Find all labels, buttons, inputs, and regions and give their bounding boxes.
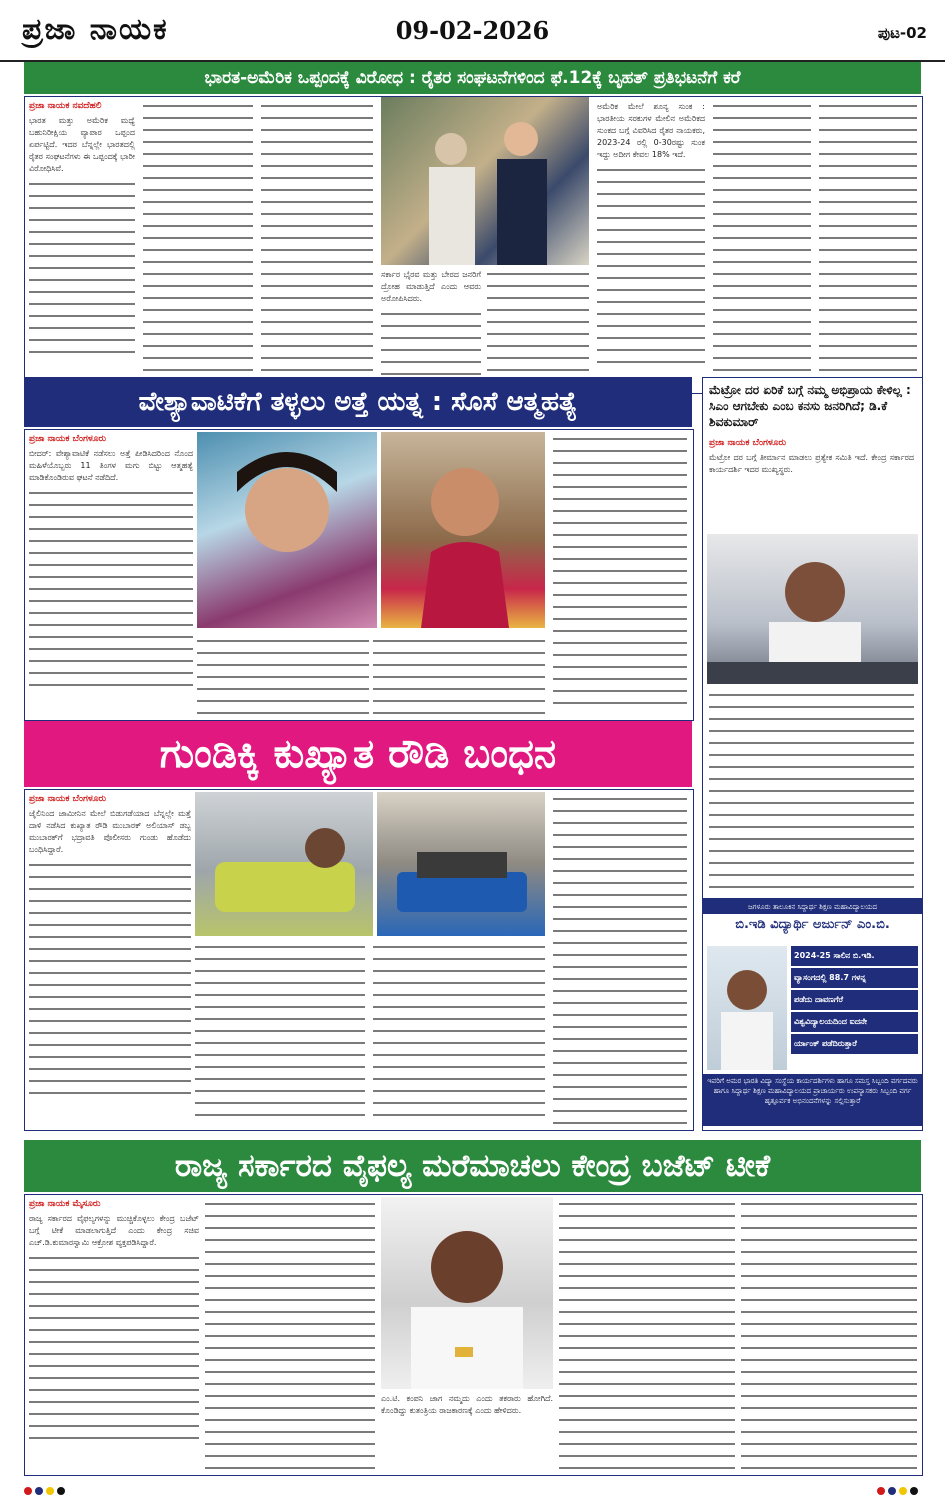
story3-column-3 xyxy=(373,942,545,1124)
story4-photo-minister xyxy=(381,1197,553,1389)
ad-achievement xyxy=(791,946,918,1054)
story4-text-lines xyxy=(741,1199,917,1469)
story1-subhead: ಅಮೆರಿಕ ಮೇಲೆ ಶೂನ್ಯ ಸುಂಕ : ಭಾರತೀಯ ಸರಕುಗಳ ಮೇಲಿನ ಅಮೆರಿಕದ ಸುಂಕದ ಬಗ್ಗೆ ವಿವರಿಸಿದ ರೈತರ ನಾಯಕರು, 2023-24 ರಲ್ಲಿ 0-30ರಷ್ಟು ಸುಂಕ ಇದ್ದು ಅದೀಗ ಕೇವಲ 18% ಇದೆ. xyxy=(597,102,705,159)
sidebar-text xyxy=(709,438,914,528)
story2-photo-woman-1 xyxy=(197,432,377,628)
story2-column-4 xyxy=(553,434,687,714)
story3-headline: ಗುಂಡಿಕ್ಕಿ ಕುಖ್ಯಾತ ರೌಡಿ ಬಂಧನ xyxy=(24,721,692,787)
story2-text-lines xyxy=(197,636,369,714)
story1-column-1 xyxy=(29,101,135,387)
page-number: ಪುಟ-02 xyxy=(877,24,927,42)
story3-photo-figure xyxy=(195,792,373,936)
story4-photo-caption: ಎಂ.ಟಿ. ಕಂಪನಿ ಜಾಗ ನಮ್ಮದು ಎಂದು ತಕರಾರು ಹೋಗಿದೆ. ಕೊಂಡಿದ್ದು ಕುತಂತ್ರಿಯ ರಾಜಕಾರಣಕ್ಕೆ ಎಂದು ಹೇಳಿದರು. xyxy=(381,1394,553,1415)
photo-face xyxy=(305,828,345,868)
paper-title: ಪ್ರಜಾ ನಾಯಕ xyxy=(22,12,169,47)
photo-body xyxy=(429,167,475,265)
story1-text-lines xyxy=(597,165,705,365)
photo-face xyxy=(435,133,467,165)
story4-text-lines xyxy=(205,1199,375,1469)
story1-photo-caption: ಸರ್ಕಾರ ಭೈರವ ಮತ್ತು ಬೇರದ ಜನರಿಗೆ ದ್ರೋಹ ಮಾಡುತ್ತಿದೆ ಎಂದು ಆವರು ಅರೋಪಿಸಿದರು. xyxy=(381,270,481,303)
story3-column-2 xyxy=(195,942,365,1124)
story3-column-1 xyxy=(29,794,191,1124)
story1-text-lines xyxy=(487,269,589,387)
story1-text-lines xyxy=(713,101,811,387)
story1-column-6 xyxy=(713,101,811,387)
story1-box xyxy=(24,96,923,394)
photo-face xyxy=(431,1231,503,1303)
story4-column-1 xyxy=(29,1199,199,1469)
story4-text-lines xyxy=(29,1253,199,1443)
photo-shirt xyxy=(721,1012,773,1070)
story3-box xyxy=(24,789,694,1131)
story1-column-7 xyxy=(819,101,917,387)
photo-body xyxy=(497,159,547,265)
story4-photo-caption-area xyxy=(381,1393,553,1469)
story4-column-4 xyxy=(741,1199,917,1469)
story3-photo-injured-1 xyxy=(195,792,373,936)
sidebar-lead: ಮೆಟ್ರೋ ದರ ಬಗ್ಗೆ ತೀರ್ಮಾನ ಮಾಡಲು ಪ್ರತ್ಯೇಕ ಸಮಿತಿ ಇದೆ. ಕೇಂದ್ರ ಸರ್ಕಾರದ ಕಾರ್ಯದರ್ಶಿ ಇದರ ಮುಖ್ಯಸ್ಥರು. xyxy=(709,453,914,474)
story4-column-3 xyxy=(559,1199,735,1469)
photo-body xyxy=(417,852,507,878)
ad-footer: ಇವರಿಗೆ ಅಮರ ಭಾರತಿ ವಿದ್ಯಾ ಸಂಸ್ಥೆಯ ಕಾರ್ಯದರ್ಶಿಗಳು ಹಾಗೂ ಸಮಸ್ತ ಸಿಬ್ಬಂದಿ ವರ್ಗದವರು ಹಾಗೂ ಸಿದ್ದಾರ್ಥ ಶಿಕ್ಷಣ ಮಹಾವಿದ್ಯಾಲಯದ ಪ್ರಾಚಾರ್ಯರು ಉಪನ್ಯಾಸಕರು ಸಿಬ್ಬಂದಿ ವರ್ಗ ಹೃತ್ಪೂರ್ವಕ ಅಭಿನಂದನೆಗಳನ್ನು ಸಲ್ಲಿಸುತ್ತಾರೆ xyxy=(703,1074,922,1126)
story3-text-lines xyxy=(29,860,191,1100)
story3-photo-stretcher xyxy=(377,792,545,936)
photo-face xyxy=(245,468,329,552)
story1-text-lines xyxy=(381,309,481,379)
sidebar-text-lines xyxy=(709,690,914,890)
photo-wristband xyxy=(455,1347,473,1357)
ad-institution: ಜಗಳೂರು ತಾಲೂಕಿನ ಸಿದ್ದಾರ್ಥ ಶಿಕ್ಷಣ ಮಹಾವಿದ್ಯಾಲಯದ xyxy=(703,900,922,914)
print-registration-marks xyxy=(24,1480,921,1494)
story1-column-2 xyxy=(143,101,253,387)
story4-box xyxy=(24,1194,923,1476)
story2-box xyxy=(24,429,694,721)
photo-face xyxy=(504,122,538,156)
story1-byline: ಪ್ರಜಾ ನಾಯಕ ನವದೆಹಲಿ xyxy=(29,101,102,111)
story1-column-4a xyxy=(381,269,481,387)
photo-face xyxy=(785,562,845,622)
sidebar-headline: ಮೆಟ್ರೋ ದರ ಏರಿಕೆ ಬಗ್ಗೆ ನಮ್ಮ ಅಭಿಪ್ರಾಯ ಕೇಳಿಲ್ಲ : ಸಿಎಂ ಆಗಬೇಕು ಎಂಬ ಕನಸು ಜನರಿಗಿದೆ; ಡಿ.ಕೆ ಶಿವಕುಮಾರ್ xyxy=(709,383,911,429)
story3-text-lines xyxy=(373,942,545,1124)
story1-column-5 xyxy=(597,101,705,387)
registration-dots-left xyxy=(24,1480,68,1494)
story4-headline: ರಾಜ್ಯ ಸರ್ಕಾರದ ವೈಫಲ್ಯ ಮರೆಮಾಚಲು ಕೇಂದ್ರ ಬಜೆಟ್ ಟೀಕೆ xyxy=(24,1140,921,1192)
photo-face xyxy=(727,970,767,1010)
ad-student-photo xyxy=(707,946,787,1070)
story2-photo-figure xyxy=(197,432,377,628)
story2-byline: ಪ್ರಜಾ ನಾಯಕ ಬೆಂಗಳೂರು xyxy=(29,434,107,444)
ad-student-name: ಬಿ.ಇಡಿ ವಿದ್ಯಾರ್ಥಿ ಅರ್ಜುನ್ ಎಂ.ಬಿ. xyxy=(735,917,890,932)
story2-photo-woman-2 xyxy=(381,432,545,628)
story2-lead: ಬೀದರ್: ವೇಶ್ಯಾವಾಟಿಕೆ ನಡೆಸಲು ಅತ್ತೆ ಪೀಡಿಸಿದರಿಂದ ನೊಂದ ಮಹಿಳೆಯೊಬ್ಬರು 11 ತಿಂಗಳ ಮಗು ಬಿಟ್ಟು ಆತ್ಮಹತ್ಯೆ ಮಾಡಿಕೊಂಡಿರುವ ಘಟನೆ ನಡೆದಿದೆ. xyxy=(29,449,193,482)
story3-photo-injured-2 xyxy=(377,792,545,936)
photo-table xyxy=(707,662,918,684)
story3-lead: ಜೈಲಿನಿಂದ ಜಾಮೀನಿನ ಮೇಲೆ ಬಿಡುಗಡೆಯಾದ ಬೆನ್ನಲ್ಲೇ ಮತ್ತೆ ದಾಳಿ ನಡೆಸಿದ ಕುಖ್ಯಾತ ರೌಡಿ ಮುಬಾರಕ್ ಅಲಿಯಾಸ್ ಡಬ್ಬ ಮುಬಾರಕ್‌ಗೆ ಭದ್ರಾವತಿ ಪೊಲೀಸರು ಗುಂಡು ಹೊಡೆದು ಬಂಧಿಸಿದ್ದಾರೆ. xyxy=(29,809,191,854)
sidebar-lines xyxy=(709,690,914,890)
story1-text-lines xyxy=(143,101,253,387)
story2-column-2 xyxy=(197,636,369,714)
sidebar-metro-story xyxy=(702,377,923,899)
registration-dots-right xyxy=(877,1480,921,1494)
sidebar-photo-figure xyxy=(707,534,918,684)
story1-lead: ಭಾರತ ಮತ್ತು ಅಮೆರಿಕ ಮಧ್ಯೆ ಬಹುನಿರೀಕ್ಷಿಯ ವ್ಯಾಪಾರ ಒಪ್ಪಂದ ಏರ್ಪಟ್ಟಿದೆ. ಇದರ ಬೆನ್ನಲ್ಲೇ ಭಾರತದಲ್ಲಿ ರೈತರ ಸಂಘಟನೆಗಳು ಈ ಒಪ್ಪಂದಕ್ಕೆ ಭಾರೀ ವಿರೋಧಿಸಿವೆ. xyxy=(29,116,135,173)
photo-shirt xyxy=(215,862,355,912)
ad-line-2: ವ್ಯಾಸಂಗದಲ್ಲಿ 88.7 ಗಳನ್ನ xyxy=(791,968,918,988)
story2-text-lines xyxy=(553,434,687,714)
masthead xyxy=(0,0,945,62)
story4-text-lines xyxy=(559,1199,735,1469)
story1-photo-leaders xyxy=(381,97,589,265)
sidebar-byline: ಪ್ರಜಾ ನಾಯಕ ಬೆಂಗಳೂರು xyxy=(709,438,787,448)
story1-photo-figures xyxy=(381,97,589,265)
ad-line-5: ರ್ಯಾಂಕ್ ಪಡೆದಿರುತ್ತಾರೆ xyxy=(791,1034,918,1054)
story4-byline: ಪ್ರಜಾ ನಾಯಕ ಮೈಸೂರು xyxy=(29,1199,101,1209)
story1-headline: ಭಾರತ-ಅಮೆರಿಕ ಒಪ್ಪಂದಕ್ಕೆ ವಿರೋಧ : ರೈತರ ಸಂಘಟನೆಗಳಿಂದ ಫೆ.12ಕ್ಕೆ ಬೃಹತ್ ಪ್ರತಿಭಟನೆಗೆ ಕರೆ xyxy=(24,62,921,94)
ad-line-3: ಪಡೆದು ದಾವಣಗೆರೆ xyxy=(791,990,918,1010)
story4-lead: ರಾಜ್ಯ ಸರ್ಕಾರದ ವೈಫಲ್ಯಗಳನ್ನು ಮುಚ್ಚಿಕೊಳ್ಳಲು ಕೇಂದ್ರ ಬಜೆಟ್ ಬಗ್ಗೆ ಟೀಕೆ ಮಾಡಲಾಗುತ್ತಿದೆ ಎಂದು ಕೇಂದ್ರ ಸಚಿವ ಎಚ್.ಡಿ.ಕುಮಾರಸ್ವಾಮಿ ಆಕ್ರೋಶ ವ್ಯಕ್ತಪಡಿಸಿದ್ದಾರೆ. xyxy=(29,1214,199,1247)
ad-line-1: 2024-25 ಸಾಲಿನ ಬಿ.ಇಡಿ. xyxy=(791,946,918,966)
congratulation-ad xyxy=(702,899,923,1131)
ad-line-4: ವಿಶ್ವವಿದ್ಯಾಲಯದಿಂದ ಐದನೇ xyxy=(791,1012,918,1032)
story4-photo-figure xyxy=(381,1197,553,1389)
story3-column-4 xyxy=(553,794,687,1124)
story2-text-lines xyxy=(373,636,545,714)
story1-column-3 xyxy=(261,101,373,387)
story3-byline: ಪ್ರಜಾ ನಾಯಕ ಬೆಂಗಳೂರು xyxy=(29,794,107,804)
ad-photo-figure xyxy=(707,946,787,1070)
story1-column-4b xyxy=(487,269,589,387)
story2-headline: ವೇಶ್ಯಾವಾಟಿಕೆಗೆ ತಳ್ಳಲು ಅತ್ತೆ ಯತ್ನ : ಸೊಸೆ ಆತ್ಮಹತ್ಯೆ xyxy=(24,377,692,427)
story2-column-1 xyxy=(29,434,193,714)
story3-text-lines xyxy=(195,942,365,1124)
story2-photo-figure xyxy=(381,432,545,628)
sidebar-photo-speaker xyxy=(707,534,918,684)
story2-column-3 xyxy=(373,636,545,714)
photo-saree xyxy=(421,542,509,628)
story2-text-lines xyxy=(29,488,193,688)
issue-date: 09-02-2026 xyxy=(395,16,550,45)
story1-text-lines xyxy=(261,101,373,387)
photo-face xyxy=(431,468,499,536)
story3-text-lines xyxy=(553,794,687,1124)
story1-text-lines xyxy=(819,101,917,387)
story1-text-lines xyxy=(29,179,135,359)
story4-column-2 xyxy=(205,1199,375,1469)
